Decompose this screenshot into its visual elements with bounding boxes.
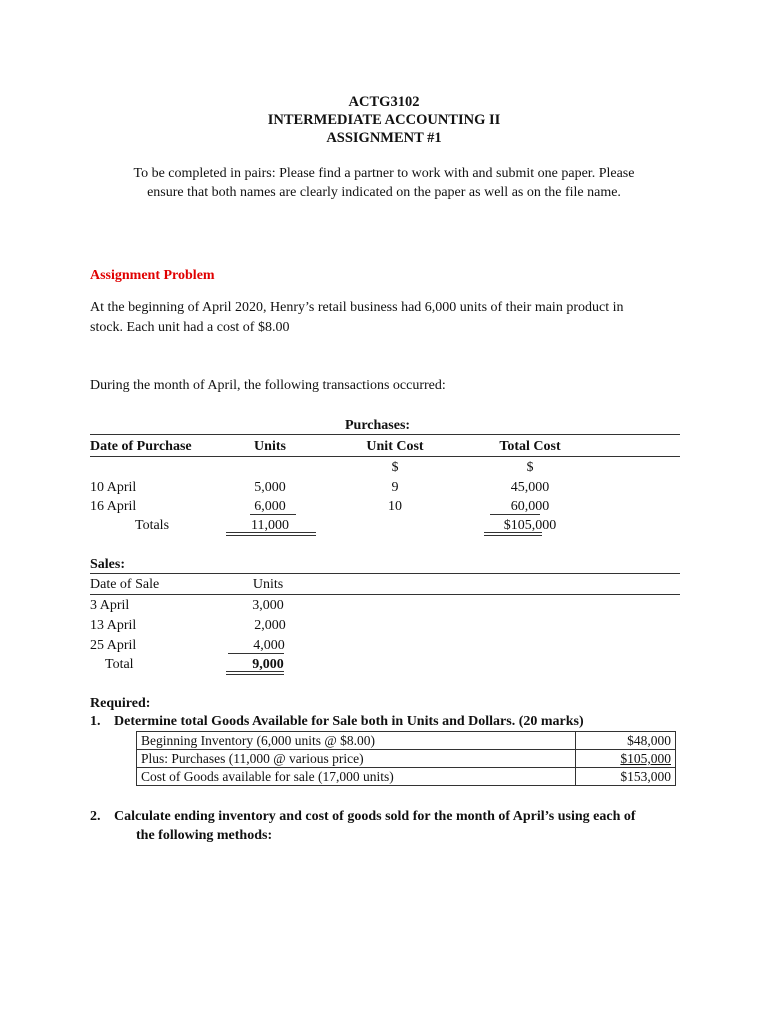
purchase-date: 16 April bbox=[90, 499, 137, 514]
table-row bbox=[137, 768, 676, 786]
table-row bbox=[137, 732, 676, 750]
intro-line-2: ensure that both names are clearly indicated on the paper as well as on the file name. bbox=[147, 185, 621, 200]
problem-line-1: At the beginning of April 2020, Henry’s retail business had 6,000 units of their main product in bbox=[90, 300, 624, 315]
sales-total-double-underline bbox=[226, 671, 284, 675]
purchases-header-rule bbox=[90, 456, 680, 457]
transactions-intro: During the month of April, the following transactions occurred: bbox=[90, 378, 446, 393]
purchases-header-date: Date of Purchase bbox=[90, 439, 192, 454]
sale-date: 3 April bbox=[90, 598, 130, 613]
problem-title: Assignment Problem bbox=[90, 268, 215, 283]
total-cost-currency: $ bbox=[526, 460, 534, 475]
purchases-header-total-cost: Total Cost bbox=[499, 439, 561, 454]
question-1-text: Determine total Goods Available for Sale both in Units and Dollars. (20 marks) bbox=[114, 714, 584, 729]
unit-cost-currency: $ bbox=[391, 460, 399, 475]
sales-header-rule bbox=[90, 594, 680, 595]
goods-available-amount: $48,000 bbox=[575, 732, 675, 750]
question-2-line-1: Calculate ending inventory and cost of goods sold for the month of April’s using each of bbox=[114, 809, 636, 824]
purchase-units: 5,000 bbox=[254, 480, 286, 495]
sales-title: Sales: bbox=[90, 557, 125, 572]
question-1-number: 1. bbox=[90, 714, 101, 729]
question-2-line-2: the following methods: bbox=[136, 828, 273, 843]
sale-date: 13 April bbox=[90, 618, 137, 633]
goods-available-label: Beginning Inventory (6,000 units @ $8.00) bbox=[137, 732, 576, 750]
question-2-number: 2. bbox=[90, 809, 101, 824]
purchases-title: Purchases: bbox=[345, 418, 411, 433]
goods-available-label: Plus: Purchases (11,000 @ various price) bbox=[137, 750, 576, 768]
sales-header-date: Date of Sale bbox=[90, 577, 160, 592]
purchases-totals-label: Totals bbox=[135, 518, 170, 533]
purchases-totals-cost: $105,000 bbox=[503, 518, 557, 533]
purchase-unit-cost: 10 bbox=[388, 499, 402, 514]
purchases-header-unit-cost: Unit Cost bbox=[366, 439, 424, 454]
purchases-totals-units: 11,000 bbox=[251, 518, 289, 533]
course-code: ACTG3102 bbox=[348, 94, 420, 110]
assignment-title: ASSIGNMENT #1 bbox=[326, 130, 442, 146]
intro-line-1: To be completed in pairs: Please find a partner to work with and submit one paper. Please bbox=[133, 166, 635, 181]
course-name: INTERMEDIATE ACCOUNTING II bbox=[267, 112, 501, 128]
sale-units: 3,000 bbox=[252, 598, 284, 613]
purchases-top-rule bbox=[90, 434, 680, 435]
sales-subtotal-underline bbox=[228, 653, 284, 654]
goods-available-label: Cost of Goods available for sale (17,000 units) bbox=[137, 768, 576, 786]
cost-subtotal-underline bbox=[490, 514, 540, 515]
purchase-units: 6,000 bbox=[254, 499, 286, 514]
sales-total-units: 9,000 bbox=[252, 657, 284, 672]
sale-units: 2,000 bbox=[254, 618, 286, 633]
purchases-header-units: Units bbox=[254, 439, 286, 454]
purchase-total-cost: 60,000 bbox=[510, 499, 550, 514]
cost-total-double-underline bbox=[484, 532, 542, 536]
sales-top-rule bbox=[90, 573, 680, 574]
units-subtotal-underline bbox=[250, 514, 296, 515]
sale-date: 25 April bbox=[90, 638, 137, 653]
purchase-date: 10 April bbox=[90, 480, 137, 495]
problem-line-2: stock. Each unit had a cost of $8.00 bbox=[90, 320, 290, 335]
sales-total-label: Total bbox=[105, 657, 134, 672]
purchase-unit-cost: 9 bbox=[391, 480, 399, 495]
units-total-double-underline bbox=[226, 532, 316, 536]
sale-units: 4,000 bbox=[253, 638, 285, 653]
purchase-total-cost: 45,000 bbox=[510, 480, 550, 495]
required-title: Required: bbox=[90, 696, 151, 711]
sales-header-units: Units bbox=[252, 577, 284, 592]
goods-available-amount: $153,000 bbox=[575, 768, 675, 786]
goods-available-table bbox=[136, 731, 676, 786]
goods-available-amount: $105,000 bbox=[575, 750, 675, 768]
table-row bbox=[137, 750, 676, 768]
